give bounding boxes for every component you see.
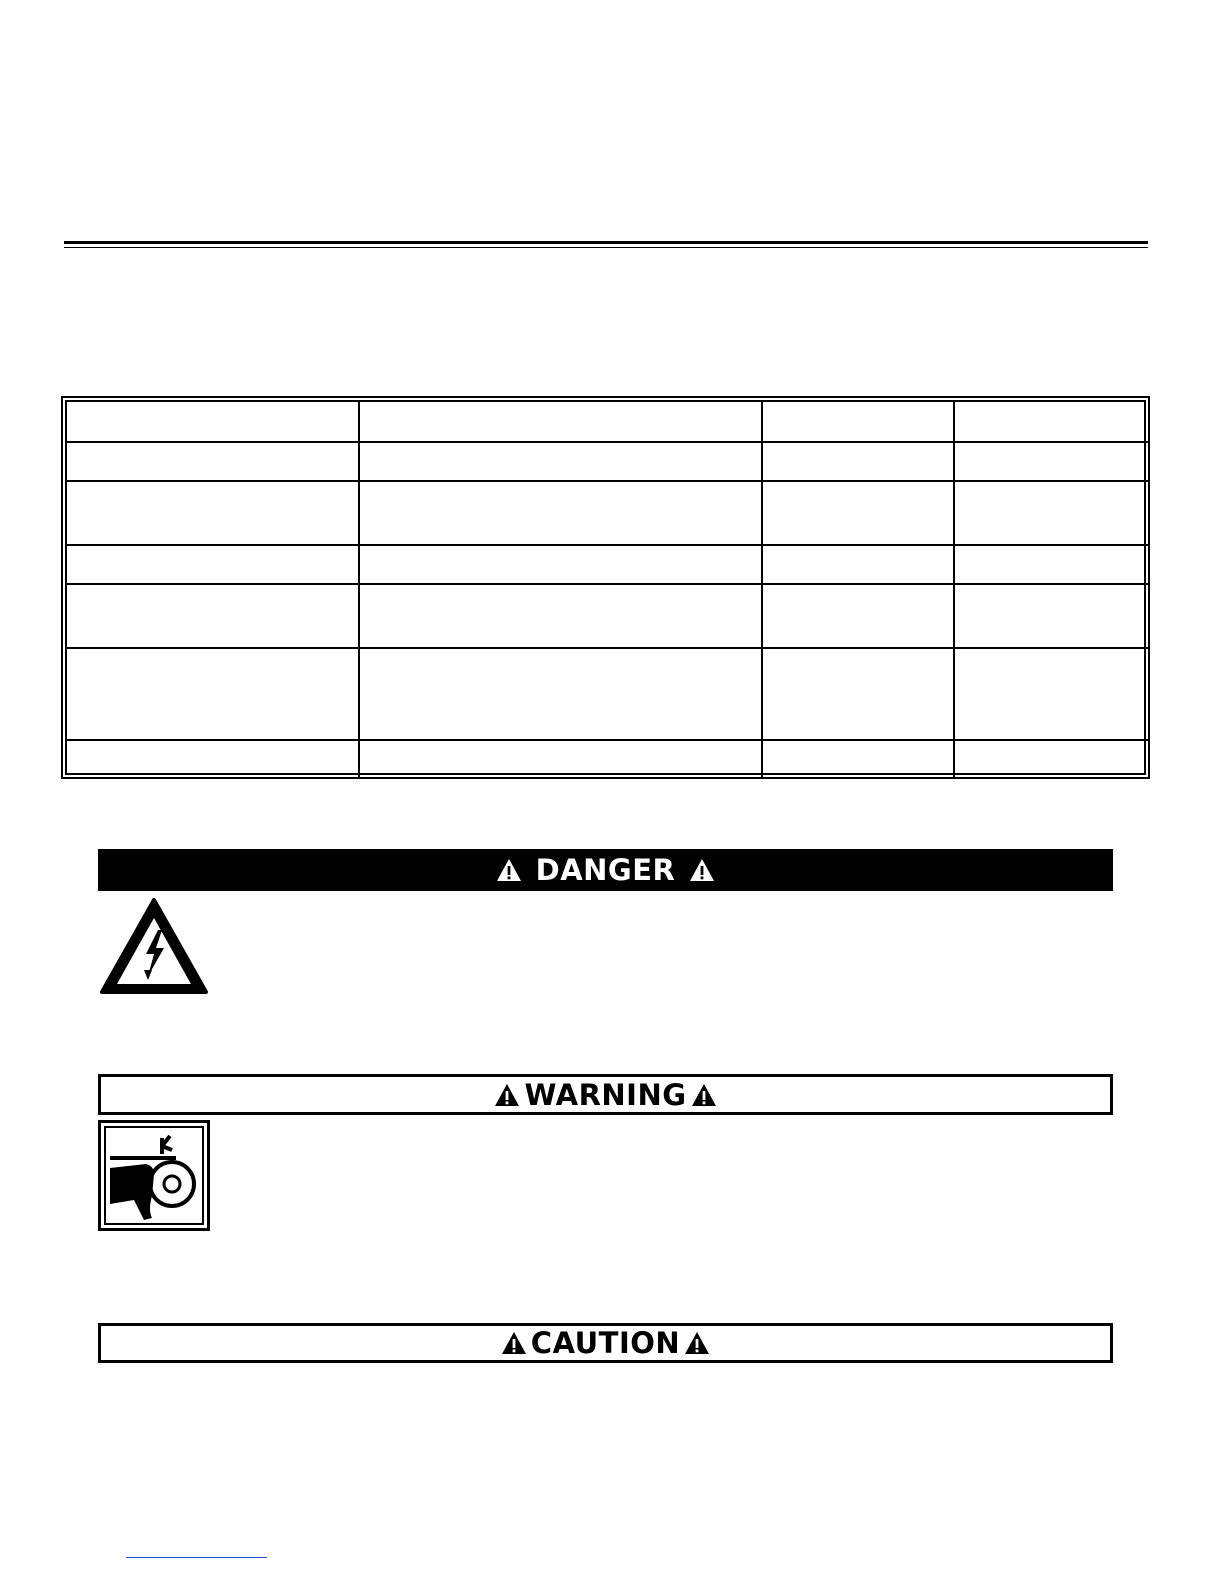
table-cell: [762, 740, 954, 777]
table-cell: [359, 545, 762, 584]
table-cell: [67, 545, 359, 584]
table-header-cell: [67, 402, 359, 442]
table-cell: [359, 481, 762, 545]
table-cell: [359, 740, 762, 777]
table-row: [67, 481, 1148, 545]
warning-triangle-icon: [496, 858, 522, 882]
table-row: [67, 442, 1148, 481]
danger-label: DANGER: [535, 853, 676, 887]
table-cell: [67, 442, 359, 481]
warning-triangle-icon: [501, 1331, 527, 1355]
warning-triangle-icon: [691, 1083, 717, 1107]
table-cell: [954, 648, 1148, 740]
table-cell: [359, 584, 762, 648]
table-cell: [67, 740, 359, 777]
table-header-cell: [762, 402, 954, 442]
table-cell: [359, 648, 762, 740]
table-cell: [954, 481, 1148, 545]
table-header-cell: [359, 402, 762, 442]
table-cell: [954, 740, 1148, 777]
table-header-cell: [954, 402, 1148, 442]
footer-link-underline[interactable]: [126, 1557, 267, 1558]
table-cell: [67, 481, 359, 545]
warning-label: WARNING: [524, 1077, 687, 1112]
table-row: [67, 648, 1148, 740]
danger-banner: [98, 849, 1113, 891]
table-cell: [762, 584, 954, 648]
warning-triangle-icon: [684, 1331, 710, 1355]
table-cell: [762, 648, 954, 740]
table-row: [67, 740, 1148, 777]
table-cell: [359, 442, 762, 481]
table-cell: [954, 442, 1148, 481]
table-cell: [67, 648, 359, 740]
header-rule-thin: [64, 247, 1148, 248]
table-row: [67, 584, 1148, 648]
table-row: [67, 402, 1148, 442]
table-cell: [954, 545, 1148, 584]
warning-banner: [98, 1074, 1113, 1115]
table-cell: [762, 545, 954, 584]
warning-triangle-icon: [494, 1083, 520, 1107]
warning-triangle-icon: [689, 858, 715, 882]
table-cell: [954, 584, 1148, 648]
specification-table-frame: [61, 396, 1150, 779]
electric-shock-warning-icon: [98, 896, 210, 996]
hand-entanglement-warning-icon: [98, 1120, 210, 1231]
caution-banner: [98, 1323, 1113, 1363]
table-row: [67, 545, 1148, 584]
specification-table-inner-frame: [65, 400, 1146, 775]
header-rule-thick: [64, 241, 1148, 244]
table-cell: [67, 584, 359, 648]
caution-label: CAUTION: [530, 1326, 681, 1360]
specification-table: [67, 402, 1148, 777]
table-cell: [762, 442, 954, 481]
table-cell: [762, 481, 954, 545]
